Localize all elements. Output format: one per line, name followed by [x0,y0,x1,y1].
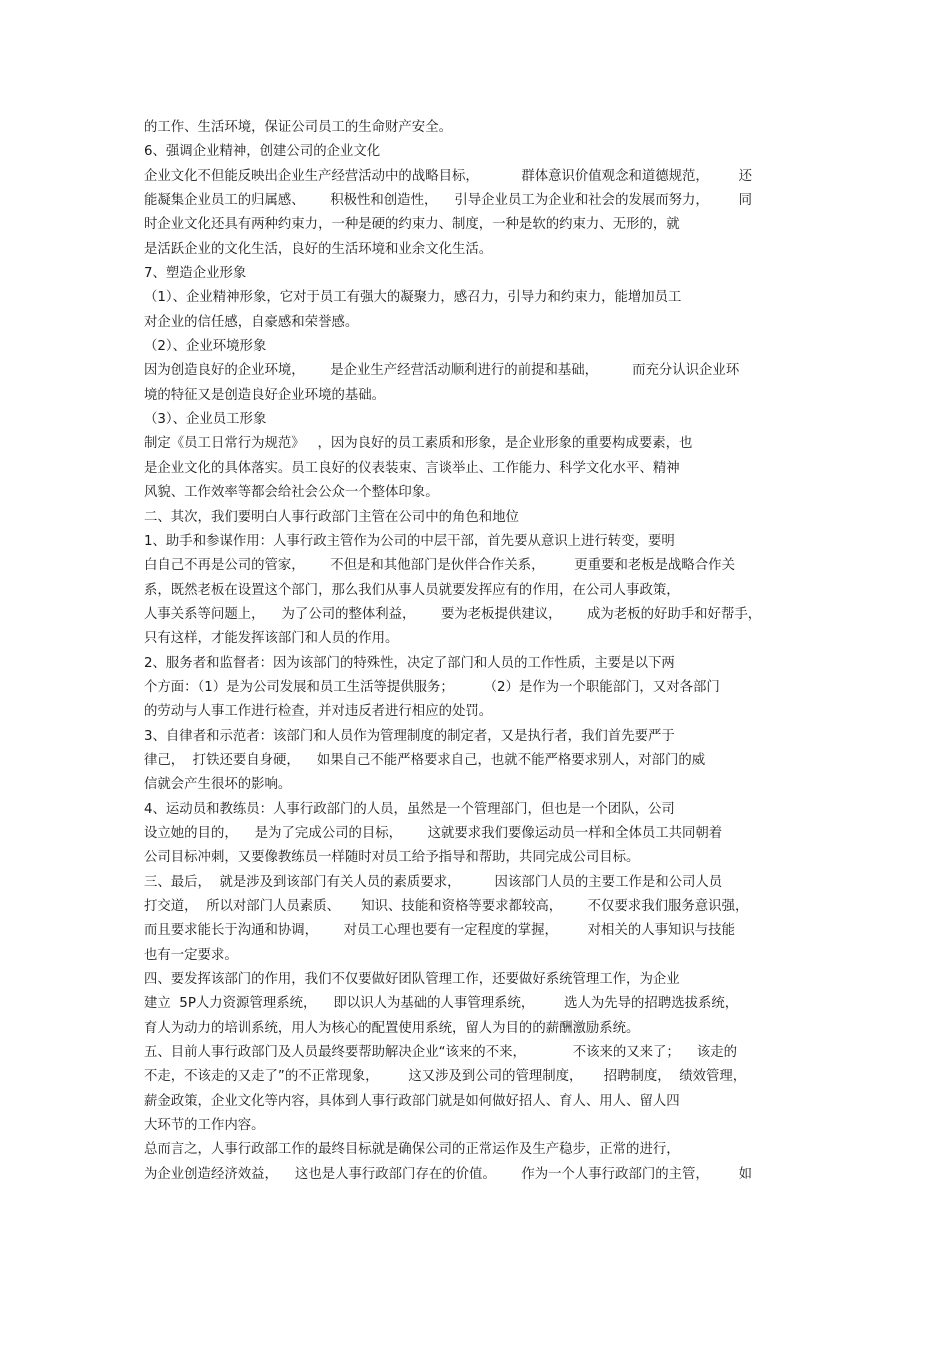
text-line: 3、自律者和示范者：该部门和人员作为管理制度的制定者，又是执行者，我们首先要严于 [144,728,675,744]
section-heading: 四、要发挥该部门的作用，我们不仅要做好团队管理工作，还要做好系统管理工作，为企业 [144,972,680,988]
text-line: 对企业的信任感，自豪感和荣誉感。 [144,314,359,330]
text-line: 企业文化不但能反映出企业生产经营活动中的战略目标， 群体意识价值观念和道德规范， 还 [144,168,752,184]
section-heading: 五、目前人事行政部门及人员最终要帮助解决企业“该来的不来， 不该来的又来了； 该走的 [144,1045,738,1061]
text-line: 的工作、生活环境，保证公司员工的生命财产安全。 [144,120,452,135]
text-line: 公司目标冲刺，又要像教练员一样随时对员工给予指导和帮助，共同完成公司目标。 [144,850,640,866]
text-line: 建立 5P人力资源管理系统， 即以识人为基础的人事管理系统， 选人为先导的招聘选拔系统， [144,996,739,1012]
text-line: 4、运动员和教练员：人事行政部门的人员，虽然是一个管理部门，但也是一个团队，公司 [144,801,675,817]
text-line: 能凝集企业员工的归属感、 积极性和创造性， 引导企业员工为企业和社会的发展而努力， 同 [144,193,752,209]
text-line: 是企业文化的具体落实。员工良好的仪表装束、言谈举止、工作能力、科学文化水平、精神 [144,460,680,476]
text-line: （1）、企业精神形象，它对于员工有强大的凝聚力，感召力，引导力和约束力，能增加员工 [144,290,682,306]
section-heading: 7、塑造企业形象 [144,266,247,282]
section-heading: 三、最后， 就是涉及到该部门有关人员的素质要求， 因该部门人员的主要工作是和公司人员 [144,874,723,890]
text-line: 也有一定要求。 [144,947,238,963]
text-line: 制定《员工日常行为规范》 ，因为良好的员工素质和形象，是企业形象的重要构成要素，也 [144,436,693,452]
text-line: 育人为动力的培训系统，用人为核心的配置使用系统，留人为目的的薪酬激励系统。 [144,1020,640,1036]
text-line: 信就会产生很坏的影响。 [144,777,292,793]
text-line: 境的特征又是创造良好企业环境的基础。 [144,387,386,403]
text-line: 系，既然老板在设置这个部门，那么我们从事人员就要发挥应有的作用，在公司人事政策， [144,582,680,598]
text-line: 是活跃企业的文化生活，良好的生活环境和业余文化生活。 [144,241,493,257]
section-heading: 二、其次，我们要明白人事行政部门主管在公司中的角色和地位 [144,509,519,525]
text-line: 律己， 打铁还要自身硬， 如果自己不能严格要求自己，也就不能严格要求别人，对部门的威 [144,752,706,768]
text-line: 1、助手和参谋作用：人事行政主管作为公司的中层干部，首先要从意识上进行转变，要明 [144,533,675,549]
document-body [144,116,809,1187]
text-line: 为企业创造经济效益， 这也是人事行政部门存在的价值。 作为一个人事行政部门的主管， 如 [144,1166,752,1182]
text-line: 设立她的目的， 是为了完成公司的目标， 这就要求我们要像运动员一样和全体员工共同朝着 [144,825,723,841]
subsection-heading: （2）、企业环境形象 [144,339,267,355]
text-line: 只有这样，才能发挥该部门和人员的作用。 [144,631,399,647]
text-line: 个方面：（1）是为公司发展和员工生活等提供服务； （2）是作为一个职能部门，又对各部门 [144,679,720,695]
text-line: 白自己不再是公司的管家， 不但是和其他部门是伙伴合作关系， 更重要和老板是战略合作关 [144,558,735,574]
section-heading: 6、强调企业精神，创建公司的企业文化 [144,144,381,160]
text-line: 而且要求能长于沟通和协调， 对员工心理也要有一定程度的掌握， 对相关的人事知识与技能 [144,923,735,939]
text-line: 的劳动与人事工作进行检查，并对违反者进行相应的处罚。 [144,704,493,720]
text-line: 薪金政策，企业文化等内容，具体到人事行政部门就是如何做好招人、育人、用人、留人四 [144,1093,680,1109]
text-line: 人事关系等问题上， 为了公司的整体利益， 要为老板提供建议， 成为老板的好助手和好帮手， [144,606,762,622]
text-line: 打交道， 所以对部门人员素质、 知识、技能和资格等要求都较高， 不仅要求我们服务意识强， [144,899,749,914]
text-line: 大环节的工作内容。 [144,1118,265,1134]
text-line: 因为创造良好的企业环境， 是企业生产经营活动顺利进行的前提和基础， 而充分认识企业环 [144,363,740,379]
subsection-heading: （3）、企业员工形象 [144,412,267,428]
text-line: 2、服务者和监督者：因为该部门的特殊性，决定了部门和人员的工作性质，主要是以下两 [144,655,675,671]
text-line: 总而言之，人事行政部工作的最终目标就是确保公司的正常运作及生产稳步，正常的进行， [144,1142,680,1158]
text-line: 时企业文化还具有两种约束力，一种是硬的约束力、制度，一种是软的约束力、无形的，就 [144,217,680,233]
text-line: 风貌、工作效率等都会给社会公众一个整体印象。 [144,485,439,501]
text-line: 不走，不该走的又走了”的不正常现象， 这又涉及到公司的管理制度， 招聘制度， 绩效管理， [144,1069,747,1085]
